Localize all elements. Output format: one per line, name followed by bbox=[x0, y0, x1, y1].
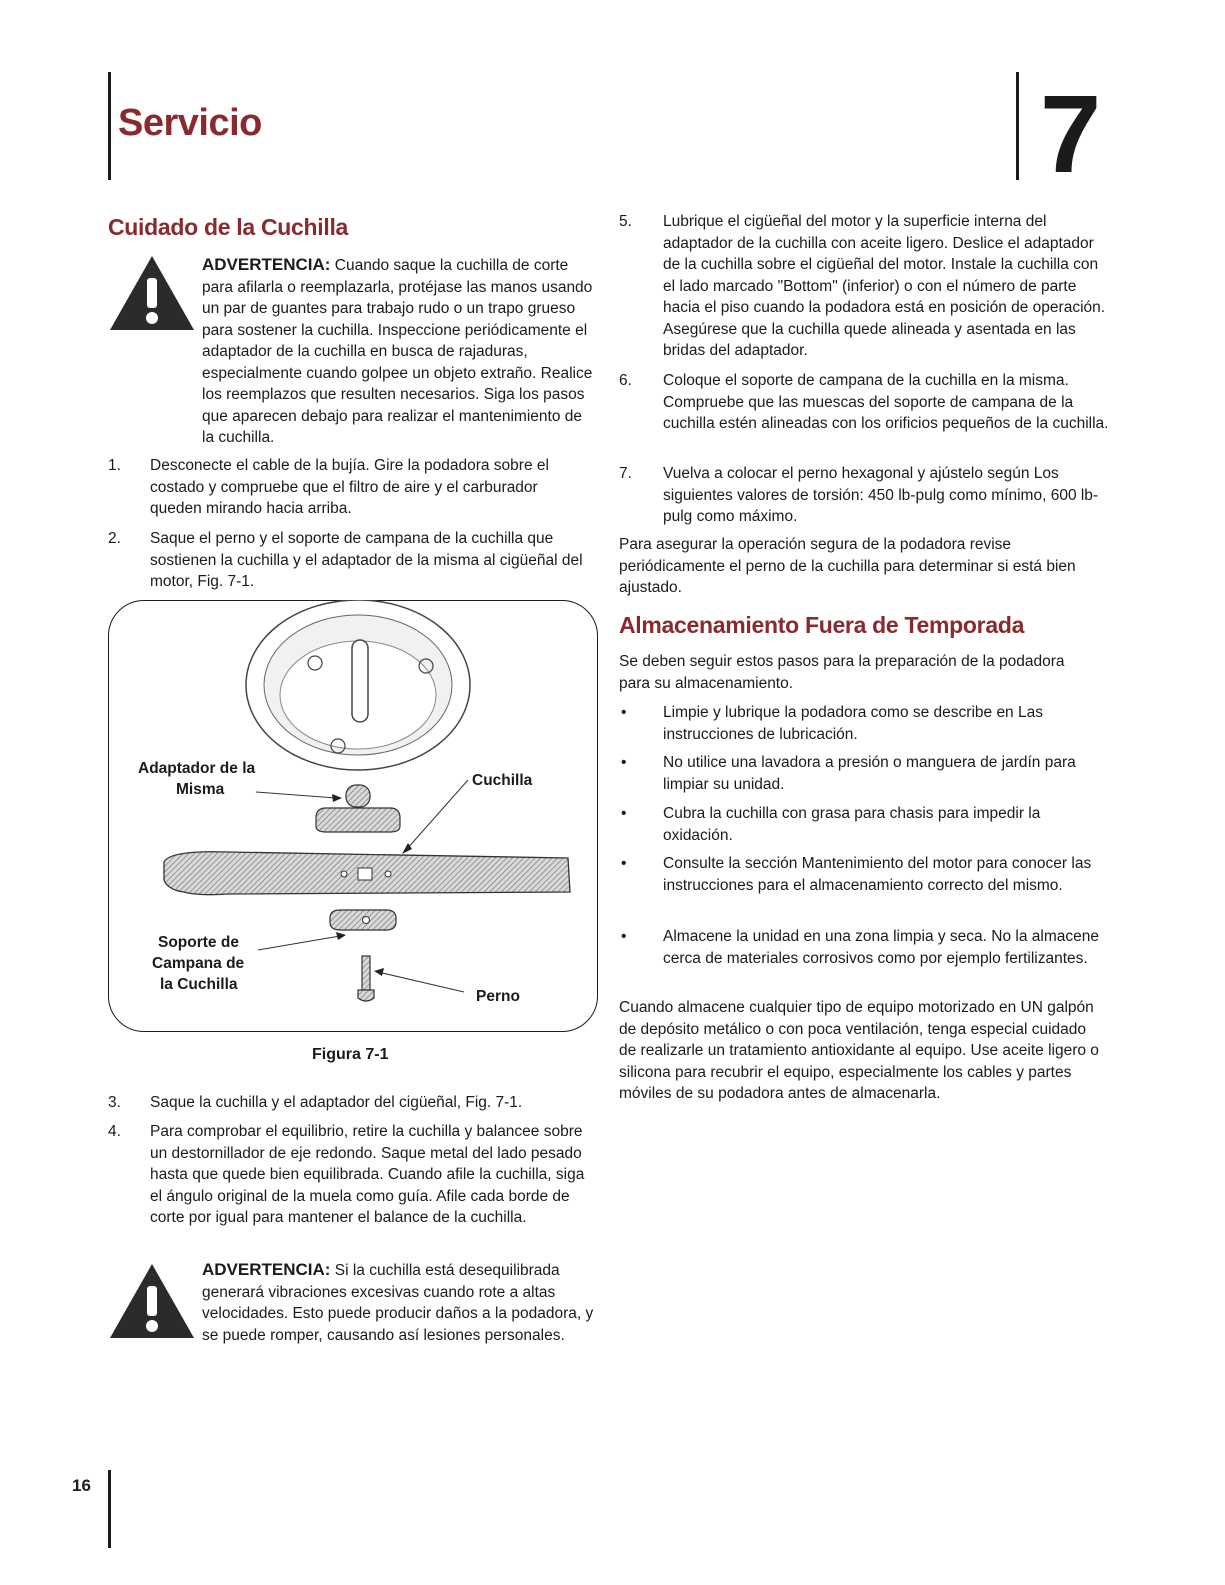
bullet-item bbox=[619, 752, 1109, 796]
bullet-text: Cubra la cuchilla con grasa para chasis para impedir la oxidación. bbox=[663, 805, 1041, 844]
bullet-text: Consulte la sección Mantenimiento del motor para conocer las instrucciones para el almacenamiento correcto del mismo. bbox=[663, 855, 1092, 894]
bullet-item bbox=[619, 853, 1109, 919]
figure-label-support-line2: Campana de bbox=[152, 955, 245, 972]
warning-2-label: ADVERTENCIA: bbox=[202, 1260, 331, 1279]
bullet-item bbox=[619, 926, 1109, 992]
list-item-number: 5. bbox=[619, 213, 632, 230]
figure-label-adapter-line1: Adaptador de la bbox=[138, 760, 256, 777]
bullet-text: Almacene la unidad en una zona limpia y seca. No la almacene cerca de materiales corrosivos como por ejemplo fertilizantes. bbox=[663, 928, 1099, 967]
bullet-icon: • bbox=[621, 928, 627, 945]
list-item bbox=[108, 455, 594, 521]
list-item bbox=[108, 1121, 594, 1251]
header-right-rule bbox=[1016, 72, 1019, 180]
list-item-number: 1. bbox=[108, 457, 121, 474]
list-item-text: Para comprobar el equilibrio, retire la cuchilla y balancee sobre un destornillador de eje redondo. Saque metal del lado pesado hasta que quede bien equilibrada. Cuando afile la cuchilla, siga el ángulo original de la muela como guía. Afile cada borde de corte por igual para mantener el balance de la cuchilla. bbox=[150, 1123, 585, 1226]
list-item-text: Desconecte el cable de la bujía. Gire la podadora sobre el costado y compruebe que el filtro de aire y el carburador queden mirando hacia arriba. bbox=[150, 457, 549, 517]
section-heading-storage: Almacenamiento Fuera de Temporada bbox=[619, 612, 1025, 638]
list-item-number: 2. bbox=[108, 530, 121, 547]
bullet-item bbox=[619, 702, 1109, 746]
warning-1-label: ADVERTENCIA: bbox=[202, 255, 331, 274]
list-item-number: 7. bbox=[619, 465, 632, 482]
bullet-text: Limpie y lubrique la podadora como se describe en Las instrucciones de lubricación. bbox=[663, 704, 1043, 743]
list-item bbox=[108, 1092, 594, 1116]
figure-caption: Figura 7-1 bbox=[312, 1046, 389, 1063]
list-item-number: 3. bbox=[108, 1094, 121, 1111]
list-item bbox=[108, 528, 594, 594]
bullet-icon: • bbox=[621, 704, 627, 721]
list-item bbox=[619, 370, 1109, 458]
warning-2 bbox=[202, 1259, 594, 1346]
figure-label-adapter-line2: Misma bbox=[176, 781, 225, 798]
figure-label-blade: Cuchilla bbox=[472, 772, 533, 789]
storage-intro: Se deben seguir estos pasos para la preparación de la podadora para su almacenamiento. bbox=[619, 653, 1065, 692]
list-item-text: Coloque el soporte de campana de la cuchilla en la misma. Compruebe que las muescas del soporte de campana de la cuchilla estén alineadas con los orificios pequeños de la cuchilla. bbox=[663, 372, 1109, 432]
list-item-number: 4. bbox=[108, 1123, 121, 1140]
section-heading-blade-care: Cuidado de la Cuchilla bbox=[108, 214, 349, 240]
page-number: 16 bbox=[72, 1476, 91, 1495]
list-item-text: Vuelva a colocar el perno hexagonal y ajústelo según Los siguientes valores de torsión: 450 lb-pulg como mínimo, 600 lb-pulg como máximo. bbox=[663, 465, 1099, 525]
blade-care-closing: Para asegurar la operación segura de la podadora revise periódicamente el perno de la cuchilla para determinar si está bien ajustado. bbox=[619, 536, 1076, 596]
list-item bbox=[619, 463, 1109, 529]
bullet-icon: • bbox=[621, 855, 627, 872]
figure-label-bolt: Perno bbox=[476, 988, 520, 1005]
figure-label-support-line3: la Cuchilla bbox=[160, 976, 238, 993]
list-item bbox=[619, 211, 1109, 363]
warning-2-text: Si la cuchilla está desequilibrada generará vibraciones excesivas cuando rote a altas velocidades. Esto puede producir daños a la podadora, y se puede romper, causando así lesiones personales. bbox=[202, 1262, 594, 1344]
warning-1 bbox=[202, 254, 594, 449]
header-left-rule bbox=[108, 72, 111, 180]
figure-label-support bbox=[152, 932, 244, 995]
bullet-icon: • bbox=[621, 805, 627, 822]
list-item-text: Saque el perno y el soporte de campana de la cuchilla que sostienen la cuchilla y el adaptador de la misma al cigüeñal del motor, Fig. 7-1. bbox=[150, 530, 583, 590]
storage-closing: Cuando almacene cualquier tipo de equipo motorizado en UN galpón de depósito metálico o con poca ventilación, tenga especial cuidado de realizarle un tratamiento antioxidante al equipo. Use aceite ligero o silicona para recubrir el equipo, especialmente los cables y partes móviles de su podadora antes de almacenarla. bbox=[619, 999, 1099, 1102]
chapter-number: 7 bbox=[1040, 73, 1102, 196]
list-item-text: Saque la cuchilla y el adaptador del cigüeñal, Fig. 7-1. bbox=[150, 1094, 523, 1111]
bullet-icon: • bbox=[621, 754, 627, 771]
figure-label-support-line1: Soporte de bbox=[158, 934, 239, 951]
warning-triangle-icon bbox=[106, 252, 198, 334]
figure-label-adapter bbox=[138, 758, 255, 800]
chapter-title: Servicio bbox=[118, 102, 262, 144]
warning-triangle-icon bbox=[106, 1260, 198, 1342]
footer-rule bbox=[108, 1470, 111, 1548]
bullet-text: No utilice una lavadora a presión o manguera de jardín para limpiar su unidad. bbox=[663, 754, 1076, 793]
warning-1-text: Cuando saque la cuchilla de corte para afilarla o reemplazarla, protéjase las manos usando un par de guantes para trabajo rudo o un trapo grueso para sostener la cuchilla. Inspeccione periódicamente el adaptador de la cuchilla en busca de rajaduras, especialmente cuando golpee un objeto extraño. Realice los reemplazos que resulten necesarios. Siga los pasos que aparecen debajo para realizar el mantenimiento de la cuchilla. bbox=[202, 257, 593, 446]
list-item-number: 6. bbox=[619, 372, 632, 389]
bullet-item bbox=[619, 803, 1109, 847]
list-item-text: Lubrique el cigüeñal del motor y la superficie interna del adaptador de la cuchilla con aceite ligero. Deslice el adaptador de la cuchilla sobre el cigüeñal del motor. Instale la cuchilla con el lado marcado "Bottom" (inferior) o con el número de parte hacia el piso cuando la podadora está en posición de operación. Asegúrese que la cuchilla quede alineada y asentada en las bridas del adaptador. bbox=[663, 213, 1106, 359]
